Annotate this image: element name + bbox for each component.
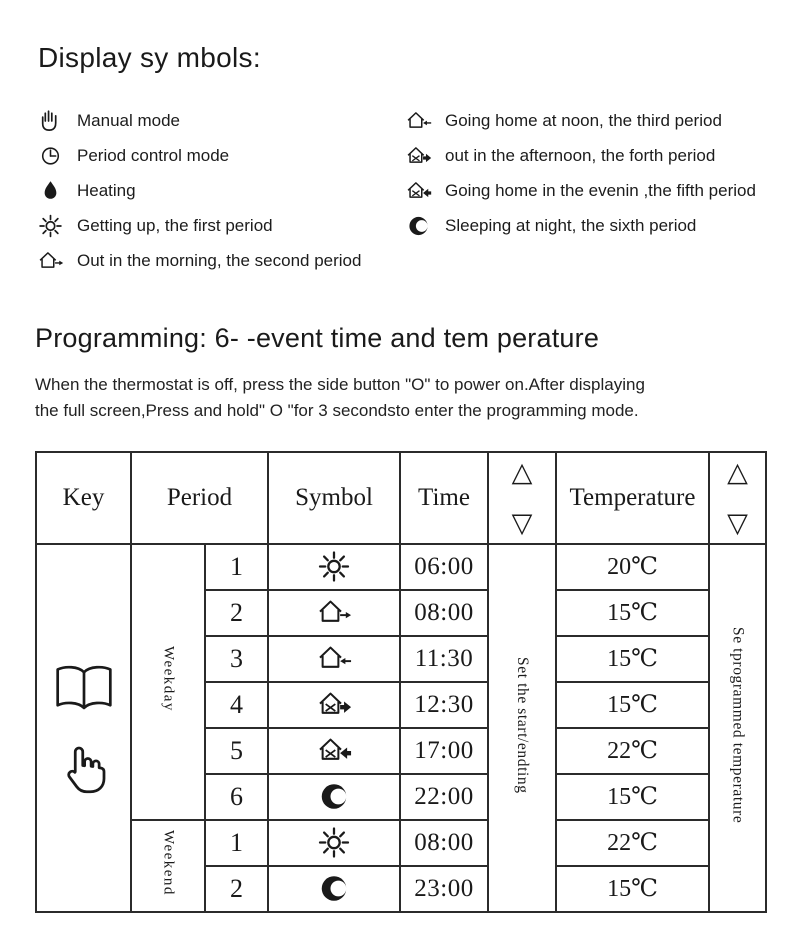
sun-icon [314, 825, 354, 860]
symbol-cell [268, 636, 400, 682]
house-out-icon [35, 248, 66, 274]
legend-right-column [403, 108, 765, 248]
legend-item-label: out in the afternoon, the forth period [445, 146, 716, 165]
time-cell: 11:30 [400, 636, 488, 682]
house-in-icon [403, 108, 434, 134]
set-temperature-side-label: Se tprogrammed temperature [709, 544, 766, 912]
symbol-cell [268, 774, 400, 820]
table-header-temp-arrows [709, 452, 766, 544]
legend-item [403, 178, 765, 204]
programming-instructions [35, 372, 765, 425]
legend-item-label: Out in the morning, the second period [77, 251, 362, 270]
period-number-cell: 4 [205, 682, 268, 728]
house-out-icon [314, 595, 354, 630]
table-header-temperature: Temperature [556, 452, 709, 544]
manual-mode-icon [35, 108, 66, 134]
set-time-side-label: Set the start/endting [488, 544, 556, 912]
legend-item-label: Sleeping at night, the sixth period [445, 216, 697, 235]
heating-icon [35, 178, 66, 204]
triangle-up-icon: △ [727, 456, 748, 488]
legend-item [35, 108, 403, 134]
period-control-icon [35, 143, 66, 169]
hand-pointer-icon [59, 740, 109, 796]
symbol-cell [268, 590, 400, 636]
time-cell: 08:00 [400, 590, 488, 636]
legend-left-column [35, 108, 403, 283]
period-number-cell: 1 [205, 544, 268, 590]
sun-icon [35, 213, 66, 239]
table-header-time: Time [400, 452, 488, 544]
period-group-weekend: Weekend [131, 820, 205, 912]
instructions-line-2: the full screen,Press and hold" O "for 3 secondsto enter the programming mode. [35, 401, 639, 421]
table-header-time-arrows [488, 452, 556, 544]
legend-item [403, 108, 765, 134]
table-row [36, 820, 766, 866]
period-number-cell: 2 [205, 590, 268, 636]
time-cell: 08:00 [400, 820, 488, 866]
symbol-cell [268, 544, 400, 590]
legend-item-label: Heating [77, 181, 136, 200]
period-number-cell: 3 [205, 636, 268, 682]
time-cell: 23:00 [400, 866, 488, 912]
table-header-period: Period [131, 452, 268, 544]
time-cell: 22:00 [400, 774, 488, 820]
legend-item-label: Going home in the evenin ,the fifth period [445, 181, 756, 200]
legend-item [403, 213, 765, 239]
table-header-symbol: Symbol [268, 452, 400, 544]
period-number-cell: 5 [205, 728, 268, 774]
legend-item-label: Getting up, the first period [77, 216, 273, 235]
triangle-down-icon: ▽ [511, 507, 533, 539]
period-number-cell: 1 [205, 820, 268, 866]
triangle-down-icon: ▽ [727, 507, 748, 539]
period-number-cell: 2 [205, 866, 268, 912]
period-number-cell: 6 [205, 774, 268, 820]
key-cell [36, 544, 131, 912]
time-cell: 06:00 [400, 544, 488, 590]
temperature-cell: 20℃ [556, 544, 709, 590]
temperature-cell: 22℃ [556, 728, 709, 774]
house-x-out-icon [403, 143, 434, 169]
house-x-in-icon [403, 178, 434, 204]
legend-item [35, 143, 403, 169]
legend-item [35, 213, 403, 239]
sun-icon [314, 549, 354, 584]
display-symbols-title: Display sy mbols: [38, 42, 261, 73]
temperature-cell: 15℃ [556, 590, 709, 636]
house-x-out-icon [314, 687, 354, 722]
legend-item [35, 248, 403, 274]
legend-item [403, 143, 765, 169]
symbol-cell [268, 682, 400, 728]
triangle-up-icon: △ [511, 456, 533, 488]
time-cell: 17:00 [400, 728, 488, 774]
table-header-key: Key [36, 452, 131, 544]
temperature-cell: 15℃ [556, 682, 709, 728]
legend-item-label: Period control mode [77, 146, 230, 165]
symbol-cell [268, 820, 400, 866]
temperature-cell: 22℃ [556, 820, 709, 866]
moon-icon [314, 871, 354, 906]
moon-icon [403, 213, 434, 239]
open-book-icon [51, 660, 117, 714]
table-header-row [36, 452, 766, 544]
temperature-cell: 15℃ [556, 774, 709, 820]
moon-icon [314, 779, 354, 814]
legend-item-label: Going home at noon, the third period [445, 111, 722, 130]
symbol-cell [268, 866, 400, 912]
house-x-in-icon [314, 733, 354, 768]
programming-title: Programming: 6- -event time and tem perature [35, 323, 600, 353]
time-cell: 12:30 [400, 682, 488, 728]
table-row [36, 544, 766, 590]
period-group-weekday: Weekday [131, 544, 205, 820]
legend-item [35, 178, 403, 204]
house-in-icon [314, 641, 354, 676]
symbol-legend [35, 108, 765, 283]
temperature-cell: 15℃ [556, 636, 709, 682]
symbol-cell [268, 728, 400, 774]
programming-table [35, 451, 767, 913]
temperature-cell: 15℃ [556, 866, 709, 912]
legend-item-label: Manual mode [77, 111, 181, 130]
instructions-line-1: When the thermostat is off, press the side button "O" to power on.After displaying [35, 375, 645, 394]
